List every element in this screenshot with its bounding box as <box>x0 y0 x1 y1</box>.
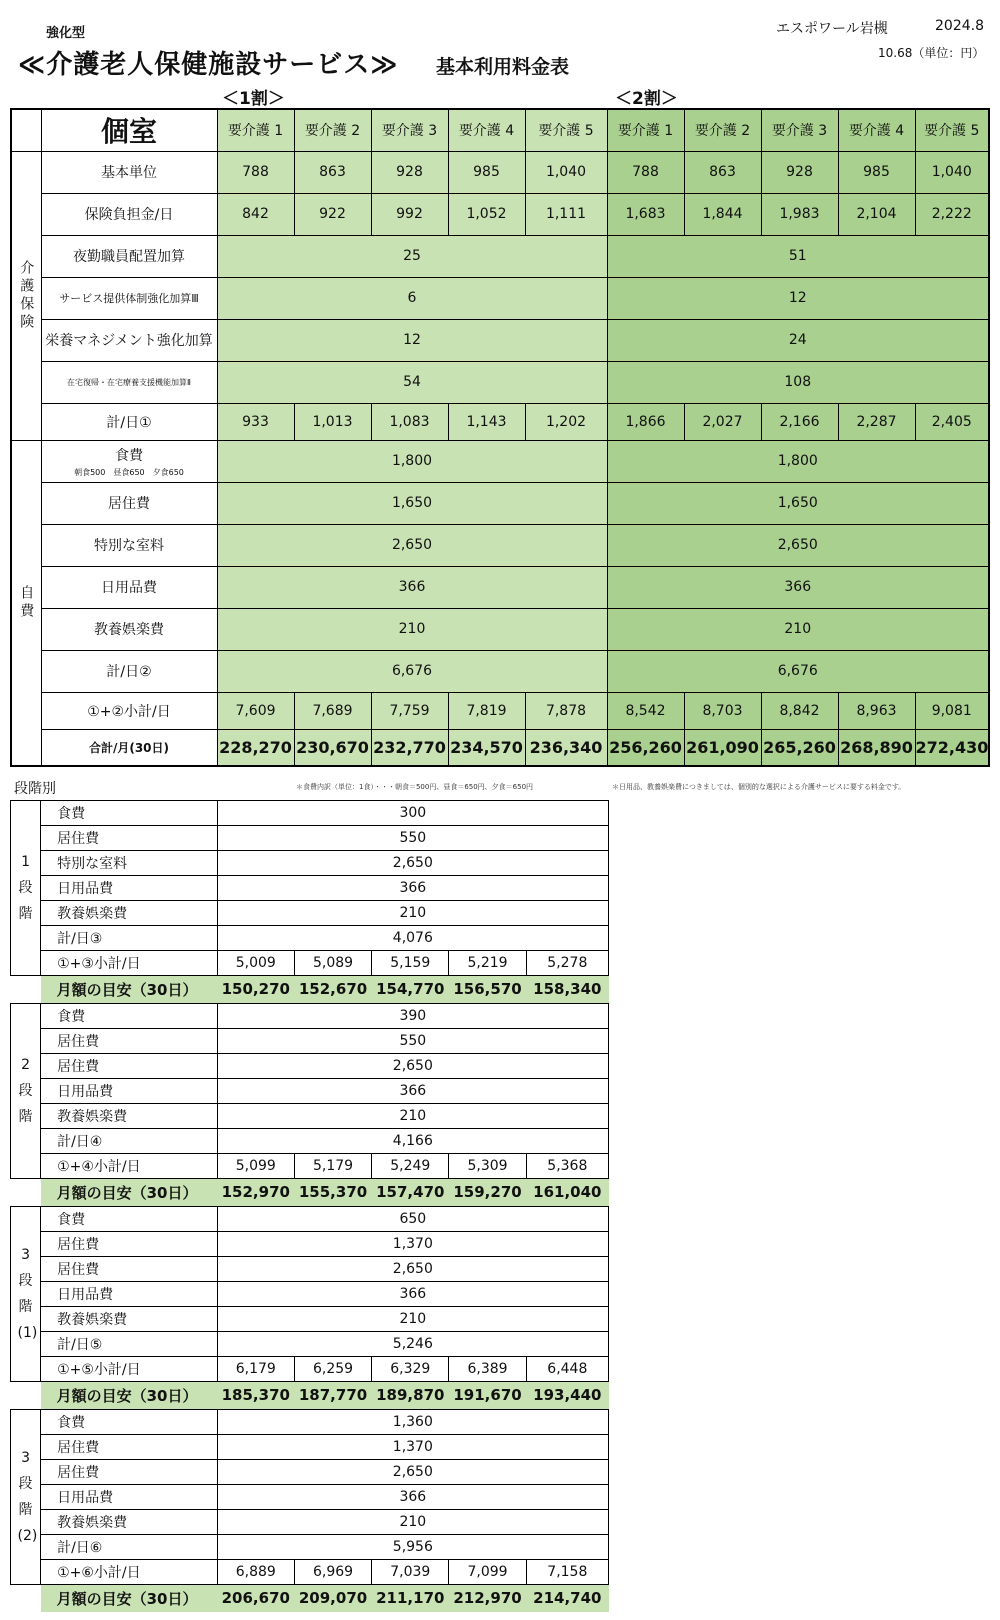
stage-table <box>10 1003 609 1206</box>
stage-item-value: 550 <box>217 1029 608 1054</box>
blank-cell <box>11 1382 41 1409</box>
daily-goods-note: ＊日用品、教養娯楽費につきましては、個別的な選択による介護サービスに要する料金です。 <box>612 783 906 791</box>
stage-item-value: 366 <box>217 876 608 901</box>
stage-subtotal-value: 6,329 <box>372 1357 449 1382</box>
merged-value-cell: 1,650 <box>217 482 607 524</box>
meal-breakdown-note: ＊食費内訳（単位：1食）・・・朝食＝500円、昼食＝650円、夕食＝650円 <box>296 783 534 791</box>
stage-side-label <box>11 801 41 976</box>
facility-name: エスポワール岩槻 <box>776 21 888 37</box>
stage-monthly-value: 212,970 <box>449 1585 526 1612</box>
stage-item-row <box>11 1029 609 1054</box>
value-cell: 272,430 <box>915 729 989 766</box>
merged-value-cell: 24 <box>607 319 989 361</box>
stage-subtotal-row <box>11 1560 609 1585</box>
stage-subtotal-label: ①+④小計/日 <box>41 1154 218 1179</box>
value-cell: 788 <box>217 151 294 193</box>
sum12-row <box>11 692 989 729</box>
value-cell: 1,013 <box>294 403 371 440</box>
row-label <box>41 403 217 440</box>
stage-item-row <box>11 926 609 951</box>
stage-subtotal-value: 5,159 <box>372 951 449 976</box>
row-label <box>41 151 217 193</box>
stage-subtotal-value: 5,309 <box>449 1154 526 1179</box>
merged-value-cell: 6 <box>217 277 607 319</box>
value-cell: 7,689 <box>294 692 371 729</box>
stage-item-row <box>11 826 609 851</box>
stage-subtotal-value: 6,259 <box>294 1357 371 1382</box>
value-cell: 1,052 <box>448 193 525 235</box>
stage-item-value: 2,650 <box>217 1054 608 1079</box>
stage-subtotal-row <box>11 1154 609 1179</box>
document-date: 2024.8 <box>935 18 984 34</box>
value-cell: 268,890 <box>838 729 915 766</box>
value-cell: 928 <box>371 151 448 193</box>
value-cell: 1,083 <box>371 403 448 440</box>
value-cell: 1,040 <box>525 151 607 193</box>
value-cell: 1,683 <box>607 193 684 235</box>
merged-value-cell: 1,650 <box>607 482 989 524</box>
stage-item-label: 日用品費 <box>41 1282 218 1307</box>
stage-item-row <box>11 901 609 926</box>
corner-cell <box>11 109 41 151</box>
stage-item-label: 居住費 <box>41 1232 218 1257</box>
care-level-header: 要介護 1 <box>607 109 684 151</box>
stage-monthly-value: 154,770 <box>372 976 449 1003</box>
stage-item-row <box>11 1332 609 1357</box>
row-label-text: 保険負担金/日 <box>84 207 174 223</box>
stage-subtotal-value: 5,249 <box>372 1154 449 1179</box>
stage-item-label: 日用品費 <box>41 1079 218 1104</box>
value-cell: 933 <box>217 403 294 440</box>
value-cell: 1,866 <box>607 403 684 440</box>
merged-value-cell: 6,676 <box>217 650 607 692</box>
stage-item-value: 550 <box>217 826 608 851</box>
value-cell: 2,166 <box>761 403 838 440</box>
room-type: 個室 <box>41 109 217 151</box>
stage-subtotal-value: 5,089 <box>294 951 371 976</box>
row-label-text: 計/日① <box>106 414 152 431</box>
unit-note: 10.68（単位：円） <box>878 46 985 60</box>
value-cell: 1,983 <box>761 193 838 235</box>
care-level-header: 要介護 2 <box>294 109 371 151</box>
value-cell: 265,260 <box>761 729 838 766</box>
stage-monthly-row <box>11 1382 609 1409</box>
stage-item-label: 食費 <box>41 801 218 826</box>
value-cell: 928 <box>761 151 838 193</box>
row-label <box>41 319 217 361</box>
stage-monthly-value: 185,370 <box>217 1382 294 1409</box>
care-level-header: 要介護 3 <box>371 109 448 151</box>
stage-table <box>10 800 609 1003</box>
stage-item-label: 計/日③ <box>41 926 218 951</box>
value-cell: 2,222 <box>915 193 989 235</box>
stage-item-value: 210 <box>217 901 608 926</box>
recreation-row <box>11 608 989 650</box>
insurance-section-label: 介護保険 <box>11 151 41 440</box>
stage-monthly-value: 187,770 <box>294 1382 371 1409</box>
blank-cell <box>11 976 41 1003</box>
row-label-text: 夜勤職員配置加算 <box>73 249 185 265</box>
value-cell: 863 <box>684 151 761 193</box>
stage-item-row <box>11 1232 609 1257</box>
stage-item-row <box>11 1435 609 1460</box>
row-label-text: 栄養マネジメント強化加算 <box>45 333 213 349</box>
stage-monthly-value: 189,870 <box>372 1382 449 1409</box>
main-fee-table <box>10 108 990 767</box>
row-label-text: 日用品費 <box>101 580 157 596</box>
row-label <box>41 235 217 277</box>
stage-item-label: 居住費 <box>41 1054 218 1079</box>
merged-value-cell: 1,800 <box>607 440 989 482</box>
care-level-header-row <box>11 109 989 151</box>
stage-subtotal-label: ①+⑤小計/日 <box>41 1357 218 1382</box>
stage-section-label: 段階別 <box>14 781 56 797</box>
stage-monthly-label: 月額の目安（30日） <box>41 1585 218 1612</box>
value-cell: 992 <box>371 193 448 235</box>
value-cell: 922 <box>294 193 371 235</box>
blank-cell <box>11 1585 41 1612</box>
row-label <box>41 608 217 650</box>
merged-value-cell: 2,650 <box>217 524 607 566</box>
value-cell: 1,202 <box>525 403 607 440</box>
value-cell: 7,878 <box>525 692 607 729</box>
stage-item-row <box>11 1460 609 1485</box>
value-cell: 8,542 <box>607 692 684 729</box>
stage-item-label: 教養娯楽費 <box>41 1307 218 1332</box>
stage-item-value: 366 <box>217 1079 608 1104</box>
stage-item-label: 食費 <box>41 1410 218 1435</box>
value-cell: 863 <box>294 151 371 193</box>
nutrition-row <box>11 319 989 361</box>
value-cell: 8,963 <box>838 692 915 729</box>
stage-item-row <box>11 1004 609 1029</box>
stage-item-row <box>11 1410 609 1435</box>
value-cell: 2,287 <box>838 403 915 440</box>
stage-item-value: 2,650 <box>217 851 608 876</box>
stage-monthly-value: 191,670 <box>449 1382 526 1409</box>
stage-side-label <box>11 1004 41 1179</box>
stage-monthly-row <box>11 1585 609 1612</box>
stage-monthly-value: 155,370 <box>294 1179 371 1206</box>
stage-item-value: 366 <box>217 1485 608 1510</box>
ratio-1-label: ＜1割＞ <box>222 89 285 109</box>
row-label-text: 特別な室料 <box>94 538 164 554</box>
self-pay-section-label: 自費 <box>11 440 41 766</box>
stage-item-value: 5,246 <box>217 1332 608 1357</box>
row-sublabel: 朝食500 昼食650 夕食650 <box>74 467 184 477</box>
value-cell: 228,270 <box>217 729 294 766</box>
stage-subtotal-value: 6,969 <box>294 1560 371 1585</box>
daily-goods-row <box>11 566 989 608</box>
row-label <box>41 193 217 235</box>
stage-item-row <box>11 851 609 876</box>
merged-value-cell: 6,676 <box>607 650 989 692</box>
value-cell: 2,405 <box>915 403 989 440</box>
row-label-text: 計/日② <box>106 664 152 680</box>
stage-item-label: 教養娯楽費 <box>41 1510 218 1535</box>
stage-table <box>10 1409 609 1612</box>
merged-value-cell: 210 <box>607 608 989 650</box>
stage-item-value: 2,650 <box>217 1460 608 1485</box>
merged-value-cell: 108 <box>607 361 989 403</box>
stage-item-value: 1,370 <box>217 1232 608 1257</box>
stage-item-label: 食費 <box>41 1004 218 1029</box>
row-label <box>41 277 217 319</box>
value-cell: 232,770 <box>371 729 448 766</box>
row-label <box>41 729 217 766</box>
stage-monthly-value: 157,470 <box>372 1179 449 1206</box>
subtotal1-row <box>11 403 989 440</box>
stage-subtotal-value: 5,179 <box>294 1154 371 1179</box>
home-return-row <box>11 361 989 403</box>
row-label <box>41 361 217 403</box>
merged-value-cell: 2,650 <box>607 524 989 566</box>
service-system-row <box>11 277 989 319</box>
care-level-header: 要介護 5 <box>525 109 607 151</box>
stage-item-row <box>11 1510 609 1535</box>
stage-item-value: 390 <box>217 1004 608 1029</box>
stage-item-value: 4,166 <box>217 1129 608 1154</box>
stage-item-label: 居住費 <box>41 1460 218 1485</box>
merged-value-cell: 25 <box>217 235 607 277</box>
stage-item-value: 210 <box>217 1307 608 1332</box>
stage-subtotal-value: 6,179 <box>217 1357 294 1382</box>
merged-value-cell: 12 <box>217 319 607 361</box>
row-label-text: 居住費 <box>108 496 150 512</box>
row-label <box>41 650 217 692</box>
care-level-header: 要介護 4 <box>448 109 525 151</box>
stage-subtotal-value: 7,158 <box>526 1560 608 1585</box>
stage-item-value: 210 <box>217 1510 608 1535</box>
value-cell: 2,104 <box>838 193 915 235</box>
stage-monthly-value: 193,440 <box>526 1382 608 1409</box>
stage-item-label: 教養娯楽費 <box>41 901 218 926</box>
stage-item-value: 650 <box>217 1207 608 1232</box>
stage-item-value: 5,956 <box>217 1535 608 1560</box>
stage-monthly-value: 214,740 <box>526 1585 608 1612</box>
value-cell: 842 <box>217 193 294 235</box>
stage-item-row <box>11 1535 609 1560</box>
stage-item-row <box>11 1079 609 1104</box>
value-cell: 1,143 <box>448 403 525 440</box>
stage-item-label: 居住費 <box>41 1257 218 1282</box>
care-level-header: 要介護 2 <box>684 109 761 151</box>
value-cell: 261,090 <box>684 729 761 766</box>
stage-subtotal-value: 6,889 <box>217 1560 294 1585</box>
row-label <box>41 566 217 608</box>
care-level-header: 要介護 4 <box>838 109 915 151</box>
insurance-burden-row <box>11 193 989 235</box>
value-cell: 1,040 <box>915 151 989 193</box>
merged-value-cell: 12 <box>607 277 989 319</box>
row-label-text: 教養娯楽費 <box>94 622 164 638</box>
value-cell: 256,260 <box>607 729 684 766</box>
stage-monthly-value: 152,670 <box>294 976 371 1003</box>
stage-item-row <box>11 1307 609 1332</box>
stage-item-label: 計/日⑤ <box>41 1332 218 1357</box>
page-title: ≪介護老人保健施設サービス≫ <box>18 50 399 80</box>
value-cell: 8,703 <box>684 692 761 729</box>
stage-item-value: 210 <box>217 1104 608 1129</box>
stage-item-value: 1,370 <box>217 1435 608 1460</box>
stage-item-row <box>11 1485 609 1510</box>
value-cell: 8,842 <box>761 692 838 729</box>
stage-subtotal-value: 5,278 <box>526 951 608 976</box>
stage-item-label: 特別な室料 <box>41 851 218 876</box>
row-label-text: ①+②小計/日 <box>87 703 171 720</box>
merged-value-cell: 210 <box>217 608 607 650</box>
value-cell: 7,759 <box>371 692 448 729</box>
merged-value-cell: 1,800 <box>217 440 607 482</box>
row-label-text: 基本単位 <box>101 165 157 181</box>
page-subtitle: 基本利用料金表 <box>436 56 570 78</box>
row-label <box>41 692 217 729</box>
stage-item-value: 4,076 <box>217 926 608 951</box>
stage-monthly-value: 211,170 <box>372 1585 449 1612</box>
value-cell: 7,609 <box>217 692 294 729</box>
stage-monthly-value: 159,270 <box>449 1179 526 1206</box>
stage-item-value: 2,650 <box>217 1257 608 1282</box>
row-label-text: 食費 <box>115 447 143 464</box>
value-cell: 2,027 <box>684 403 761 440</box>
care-level-header: 要介護 1 <box>217 109 294 151</box>
stage-monthly-value: 209,070 <box>294 1585 371 1612</box>
ratio-2-label: ＜2割＞ <box>615 89 678 109</box>
stage-monthly-value: 158,340 <box>526 976 608 1003</box>
row-label-text: 合計/月(30日) <box>88 740 170 755</box>
stage-monthly-row <box>11 1179 609 1206</box>
stage-monthly-label: 月額の目安（30日） <box>41 1179 218 1206</box>
stage-table <box>10 1206 609 1409</box>
stage-item-label: 居住費 <box>41 1029 218 1054</box>
stage-item-row <box>11 1104 609 1129</box>
value-cell: 9,081 <box>915 692 989 729</box>
value-cell: 788 <box>607 151 684 193</box>
stage-subtotal-value: 5,368 <box>526 1154 608 1179</box>
stage-monthly-value: 150,270 <box>217 976 294 1003</box>
stage-subtotal-row <box>11 951 609 976</box>
stage-item-row <box>11 1207 609 1232</box>
stage-monthly-value: 156,570 <box>449 976 526 1003</box>
night-staff-row <box>11 235 989 277</box>
stage-subtotal-value: 6,448 <box>526 1357 608 1382</box>
merged-value-cell: 51 <box>607 235 989 277</box>
value-cell: 236,340 <box>525 729 607 766</box>
stage-subtotal-label: ①+⑥小計/日 <box>41 1560 218 1585</box>
monthly-row <box>11 729 989 766</box>
stage-monthly-label: 月額の目安（30日） <box>41 976 218 1003</box>
facility-type-label: 強化型 <box>46 26 86 41</box>
stage-item-row <box>11 1054 609 1079</box>
value-cell: 234,570 <box>448 729 525 766</box>
stage-subtotal-value: 7,099 <box>449 1560 526 1585</box>
stage-item-value: 1,360 <box>217 1410 608 1435</box>
stage-side-text: 3段階(2) <box>17 1450 38 1544</box>
stage-subtotal-row <box>11 1357 609 1382</box>
meal-row <box>11 440 989 482</box>
special-room-row <box>11 524 989 566</box>
stage-item-label: 居住費 <box>41 826 218 851</box>
subtotal2-row <box>11 650 989 692</box>
stage-item-label: 食費 <box>41 1207 218 1232</box>
stage-item-row <box>11 1129 609 1154</box>
value-cell: 1,111 <box>525 193 607 235</box>
care-level-header: 要介護 3 <box>761 109 838 151</box>
value-cell: 985 <box>838 151 915 193</box>
stage-item-row <box>11 876 609 901</box>
stage-side-text: 2段階 <box>18 1057 33 1125</box>
stage-subtotal-value: 5,219 <box>449 951 526 976</box>
row-label-text: サービス提供体制強化加算Ⅲ <box>59 292 199 305</box>
stage-monthly-label: 月額の目安（30日） <box>41 1382 218 1409</box>
residence-row <box>11 482 989 524</box>
value-cell: 1,844 <box>684 193 761 235</box>
stage-item-row <box>11 1257 609 1282</box>
row-label <box>41 524 217 566</box>
stage-side-label <box>11 1410 41 1585</box>
stage-item-label: 日用品費 <box>41 1485 218 1510</box>
merged-value-cell: 54 <box>217 361 607 403</box>
row-label <box>41 440 217 482</box>
stage-side-text: 3段階(1) <box>17 1247 38 1341</box>
stage-item-label: 日用品費 <box>41 876 218 901</box>
base-units-row <box>11 151 989 193</box>
stage-item-row <box>11 1282 609 1307</box>
stage-subtotal-value: 7,039 <box>372 1560 449 1585</box>
row-label-text: 在宅復帰・在宅療養支援機能加算Ⅱ <box>67 377 191 387</box>
stage-monthly-value: 161,040 <box>526 1179 608 1206</box>
stage-item-value: 300 <box>217 801 608 826</box>
stage-monthly-value: 206,670 <box>217 1585 294 1612</box>
stage-item-label: 教養娯楽費 <box>41 1104 218 1129</box>
stage-side-text: 1段階 <box>18 854 33 922</box>
stage-item-label: 計/日⑥ <box>41 1535 218 1560</box>
stage-item-value: 366 <box>217 1282 608 1307</box>
merged-value-cell: 366 <box>217 566 607 608</box>
value-cell: 985 <box>448 151 525 193</box>
value-cell: 230,670 <box>294 729 371 766</box>
stage-monthly-row <box>11 976 609 1003</box>
row-label <box>41 482 217 524</box>
stage-subtotal-value: 5,009 <box>217 951 294 976</box>
stage-item-label: 計/日④ <box>41 1129 218 1154</box>
stage-side-label <box>11 1207 41 1382</box>
care-level-header: 要介護 5 <box>915 109 989 151</box>
stage-item-label: 居住費 <box>41 1435 218 1460</box>
blank-cell <box>11 1179 41 1206</box>
value-cell: 7,819 <box>448 692 525 729</box>
stage-subtotal-label: ①+③小計/日 <box>41 951 218 976</box>
stage-monthly-value: 152,970 <box>217 1179 294 1206</box>
stage-item-row <box>11 801 609 826</box>
merged-value-cell: 366 <box>607 566 989 608</box>
stage-subtotal-value: 6,389 <box>449 1357 526 1382</box>
stage-subtotal-value: 5,099 <box>217 1154 294 1179</box>
